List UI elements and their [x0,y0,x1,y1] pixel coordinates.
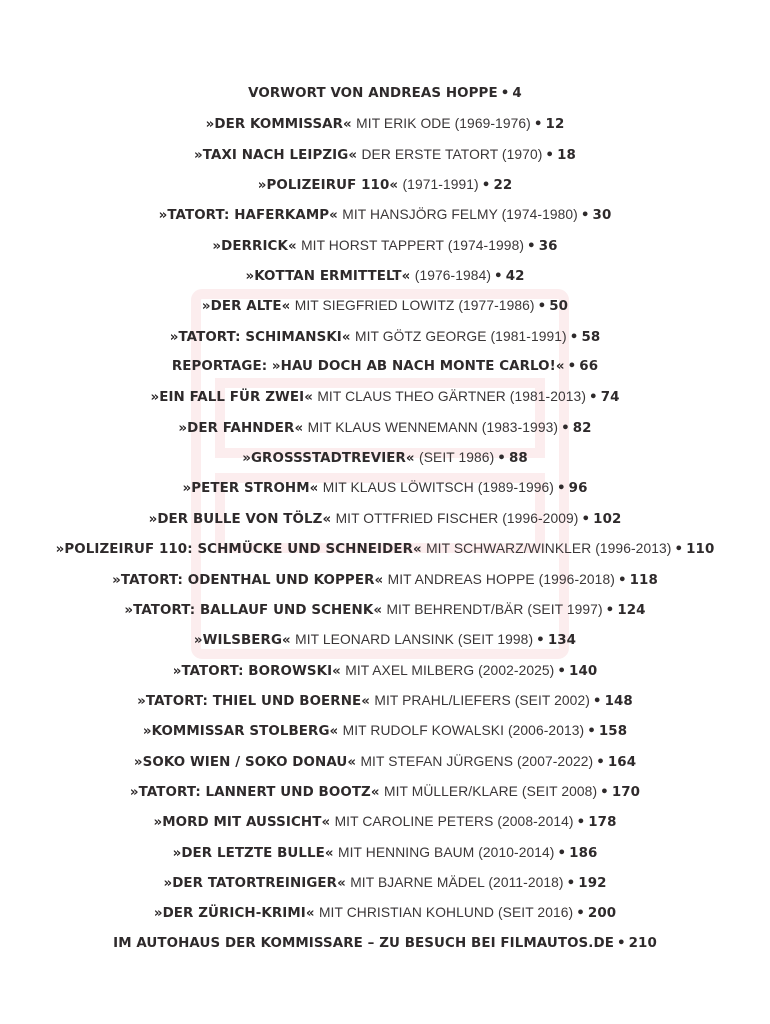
toc-entry-subtitle: MIT CHRISTIAN KOHLUND (SEIT 2016) [318,905,574,921]
toc-entry-separator: • [537,299,547,315]
toc-entry-subtitle: MIT STEFAN JÜRGENS (2007-2022) [360,753,594,769]
toc-entry-separator: • [600,784,609,800]
toc-entry [0,200,770,230]
toc-entry [0,413,770,443]
toc-entry-title: »KOTTAN ERMITTELT« [245,269,411,285]
toc-entry-subtitle: MIT HENNING BAUM (2010-2014) [338,844,555,860]
toc-entry-page-number: 210 [628,935,657,951]
toc-entry-page-number: 134 [547,633,577,649]
toc-entry-separator: • [617,572,627,588]
toc-entry-separator: • [566,875,576,891]
toc-entry-subtitle: MIT GÖTZ GEORGE (1981-1991) [355,328,567,344]
toc-entry-separator: • [576,815,586,831]
toc-entry-title: »DER FAHNDER« [178,420,304,436]
toc-entry [0,170,770,200]
toc-entry-title: »DERRICK« [212,238,297,254]
toc-entry-title: »DER LETZTE BULLE« [172,845,334,861]
toc-entry [0,565,770,595]
toc-entry-subtitle: MIT AXEL MILBERG (2002-2025) [345,662,555,678]
toc-entry [0,352,770,382]
toc-entry-page-number: 124 [617,602,646,618]
toc-entry-page-number: 110 [686,542,715,558]
toc-entry [0,838,770,868]
toc-entry-subtitle: MIT ERIK ODE (1969-1976) [356,116,531,132]
toc-entry-subtitle: MIT HANSJÖRG FELMY (1974-1980) [342,207,578,223]
toc-entry-page-number: 164 [607,754,637,770]
toc-entry-separator: • [533,117,543,133]
toc-entry-separator: • [557,663,567,679]
toc-entry-separator: • [561,420,570,436]
toc-entry-title: »EIN FALL FÜR ZWEI« [150,390,313,406]
toc-entry-page-number: 88 [508,451,528,467]
toc-entry-separator: • [581,511,591,527]
toc-entry [0,291,770,321]
toc-entry-page-number: 186 [569,845,598,861]
toc-entry-title: REPORTAGE: »HAU DOCH AB NACH MONTE CARLO!« [171,359,565,375]
toc-entry [0,686,770,716]
toc-entry-subtitle: MIT KLAUS LÖWITSCH (1989-1996) [322,480,554,496]
toc-entry-title: »TATORT: HAFERKAMP« [158,208,338,224]
toc-entry-title: »DER KOMMISSAR« [205,117,352,133]
toc-entry-title: »TATORT: ODENTHAL UND KOPPER« [112,572,384,588]
table-of-contents [0,79,770,959]
toc-entry-separator: • [616,935,626,951]
toc-entry-page-number: 118 [629,572,658,588]
toc-entry-title: »KOMMISSAR STOLBERG« [142,724,339,740]
toc-entry-page-number: 200 [587,906,617,922]
toc-entry-title: »TATORT: THIEL UND BOERNE« [137,693,371,709]
toc-entry-title: »TATORT: LANNERT UND BOOTZ« [129,784,380,800]
toc-entry-page-number: 22 [493,178,513,194]
toc-entry-page-number: 74 [600,390,620,406]
toc-entry [0,473,770,503]
toc-entry [0,929,770,959]
toc-entry-title: »TATORT: BOROWSKI« [172,663,341,679]
toc-entry-subtitle: (1976-1984) [414,268,492,284]
toc-entry-subtitle: MIT RUDOLF KOWALSKI (2006-2013) [342,723,585,739]
toc-entry [0,777,770,807]
toc-entry-title: »DER ZÜRICH-KRIMI« [153,906,315,922]
toc-entry-separator: • [536,633,545,649]
toc-entry [0,322,770,352]
toc-entry-title: »TATORT: SCHIMANSKI« [169,329,351,345]
toc-entry [0,382,770,412]
toc-entry-subtitle: MIT CAROLINE PETERS (2008-2014) [334,814,574,830]
toc-entry-page-number: 42 [505,269,525,285]
toc-entry-separator: • [494,269,503,285]
toc-entry-title: »POLIZEIRUF 110« [257,178,399,194]
toc-entry-subtitle: MIT MÜLLER/KLARE (SEIT 2008) [383,783,598,799]
toc-entry-title: »PETER STROHM« [182,481,319,497]
toc-entry-separator: • [596,754,605,770]
toc-entry-title: »DER ALTE« [201,299,291,315]
toc-entry-subtitle: MIT BJARNE MÄDEL (2011-2018) [350,874,564,890]
toc-entry-title: VORWORT VON ANDREAS HOPPE [248,86,498,101]
toc-entry-page-number: 30 [592,208,612,224]
toc-entry-separator: • [557,845,567,861]
toc-entry-title: »WILSBERG« [193,633,291,649]
toc-entry-separator: • [527,238,536,254]
toc-entry [0,868,770,898]
toc-entry-separator: • [497,451,506,467]
toc-entry-page-number: 96 [568,481,588,497]
toc-entry-separator: • [481,178,491,194]
toc-entry [0,79,770,109]
toc-entry-subtitle: (SEIT 1986) [419,450,495,466]
toc-entry-page-number: 192 [578,875,607,891]
toc-entry-title: »POLIZEIRUF 110: SCHMÜCKE UND SCHNEIDER« [55,542,422,558]
toc-entry-subtitle: MIT SIEGFRIED LOWITZ (1977-1986) [294,298,535,314]
toc-entry-subtitle: MIT CLAUS THEO GÄRTNER (1981-2013) [317,389,587,405]
toc-entry [0,625,770,655]
toc-entry-subtitle: MIT ANDREAS HOPPE (1996-2018) [387,571,615,587]
toc-entry-title: »TATORT: BALLAUF UND SCHENK« [124,602,383,618]
toc-entry-separator: • [589,390,598,406]
toc-entry-page-number: 82 [572,420,592,436]
toc-entry-separator: • [500,86,510,101]
toc-entry [0,595,770,625]
toc-entry [0,504,770,534]
toc-entry-title: »DER TATORTREINIGER« [163,875,346,891]
toc-entry-title: »DER BULLE VON TÖLZ« [148,511,332,527]
toc-entry-title: »GROSSSTADTREVIER« [242,451,415,467]
toc-entry-title: »MORD MIT AUSSICHT« [153,815,331,831]
toc-entry [0,716,770,746]
toc-entry-page-number: 58 [581,329,601,345]
toc-entry [0,807,770,837]
toc-entry-separator: • [569,329,579,345]
toc-entry-separator: • [592,693,602,709]
toc-entry-separator: • [605,602,615,618]
toc-entry-subtitle: (1971-1991) [402,177,479,193]
toc-entry-subtitle: MIT PRAHL/LIEFERS (SEIT 2002) [374,692,590,708]
toc-entry-page-number: 18 [557,147,576,163]
toc-entry-title: »SOKO WIEN / SOKO DONAU« [133,754,357,770]
toc-entry [0,109,770,139]
toc-entry [0,140,770,170]
toc-entry-separator: • [557,481,566,497]
toc-entry-subtitle: MIT LEONARD LANSINK (SEIT 1998) [295,632,534,648]
toc-entry-separator: • [580,208,590,224]
toc-entry [0,231,770,261]
toc-entry-title: IM AUTOHAUS DER KOMMISSARE – ZU BESUCH BEI FILMAUTOS.DE [113,935,614,951]
toc-entry [0,656,770,686]
toc-entry-page-number: 178 [588,815,617,831]
toc-entry-page-number: 50 [549,299,569,315]
toc-entry-separator: • [567,359,577,375]
toc-entry-subtitle: DER ERSTE TATORT (1970) [361,146,543,162]
toc-entry [0,534,770,564]
toc-entry [0,747,770,777]
toc-entry-page-number: 148 [604,693,633,709]
toc-entry-separator: • [674,542,684,558]
toc-entry [0,898,770,928]
toc-entry-subtitle: MIT KLAUS WENNEMANN (1983-1993) [307,419,559,435]
toc-entry-page-number: 4 [512,86,522,101]
toc-entry-subtitle: MIT BEHRENDT/BÄR (SEIT 1997) [386,601,603,617]
toc-entry [0,443,770,473]
toc-entry-page-number: 102 [593,511,622,527]
toc-entry-page-number: 12 [545,117,565,133]
toc-entry-page-number: 66 [579,359,599,375]
toc-entry-page-number: 170 [611,784,641,800]
toc-entry-subtitle: MIT HORST TAPPERT (1974-1998) [301,237,525,253]
toc-entry-separator: • [576,906,585,922]
toc-entry-page-number: 158 [598,724,628,740]
toc-entry-title: »TAXI NACH LEIPZIG« [194,147,358,163]
toc-entry-page-number: 36 [538,238,558,254]
toc-entry-separator: • [545,147,555,163]
toc-entry [0,261,770,291]
toc-entry-page-number: 140 [569,663,598,679]
toc-entry-subtitle: MIT SCHWARZ/WINKLER (1996-2013) [426,541,672,557]
toc-entry-subtitle: MIT OTTFRIED FISCHER (1996-2009) [335,510,579,526]
toc-entry-separator: • [587,724,596,740]
